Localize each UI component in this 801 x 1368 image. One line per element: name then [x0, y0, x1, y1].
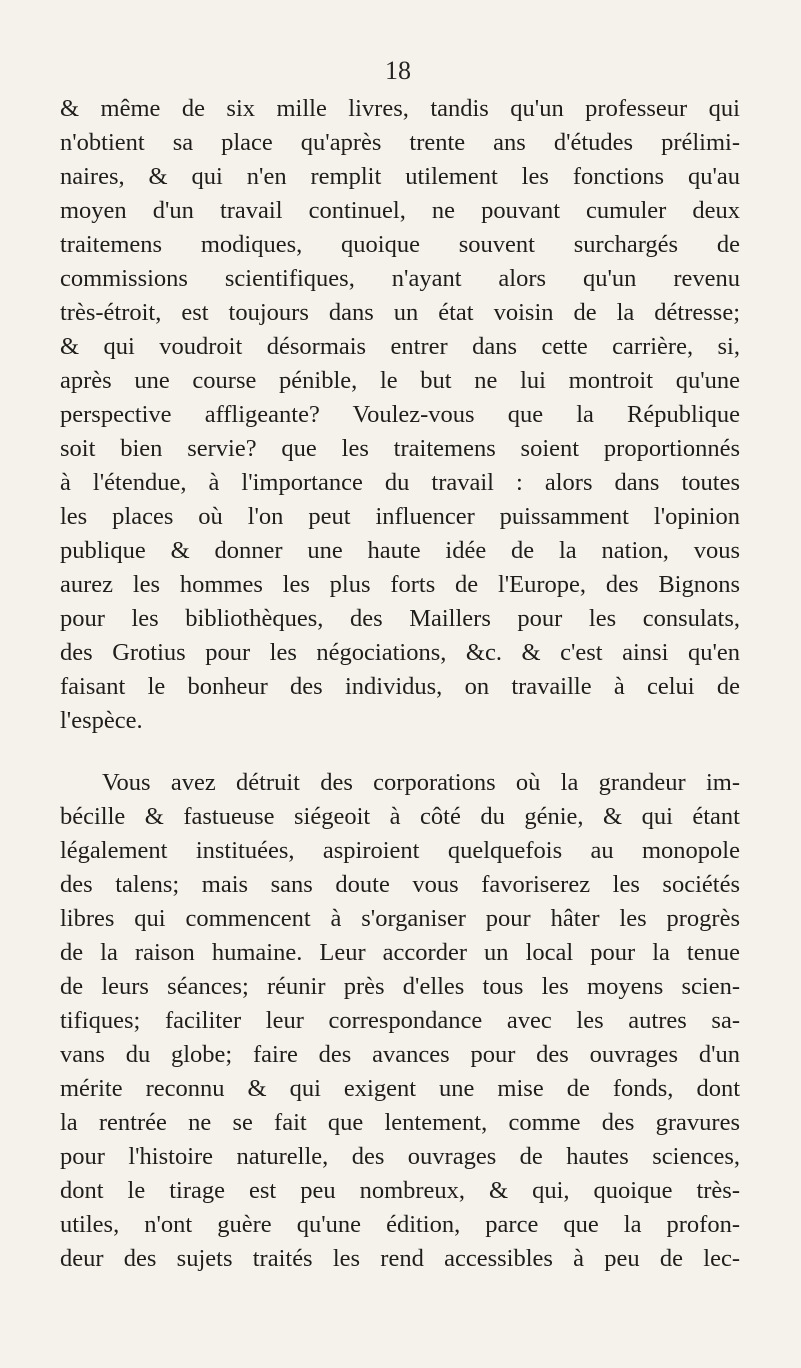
text-line: traitemens modiques, quoique souvent surchargés de: [60, 231, 740, 258]
text-line: tifiques; faciliter leur correspondance avec les autres sa-: [60, 1007, 740, 1034]
text-line: mérite reconnu & qui exigent une mise de fonds, dont: [60, 1075, 740, 1102]
text-line: perspective affligeante? Voulez-vous que la République: [60, 401, 740, 428]
text-line: très-étroit, est toujours dans un état voisin de la détresse;: [60, 299, 740, 326]
text-line: utiles, n'ont guère qu'une édition, parce que la profon-: [60, 1211, 740, 1238]
text-line: pour les bibliothèques, des Maillers pour les consulats,: [60, 605, 740, 632]
text-line: des Grotius pour les négociations, &c. & c'est ainsi qu'en: [60, 639, 740, 666]
text-line: après une course pénible, le but ne lui montroit qu'une: [60, 367, 740, 394]
text-line: à l'étendue, à l'importance du travail : alors dans toutes: [60, 469, 740, 496]
text-line: l'espèce.: [60, 707, 143, 734]
text-line: n'obtient sa place qu'après trente ans d'études prélimi-: [60, 129, 740, 156]
text-line: aurez les hommes les plus forts de l'Europe, des Bignons: [60, 571, 740, 598]
text-line: commissions scientifiques, n'ayant alors qu'un revenu: [60, 265, 740, 292]
text-line: moyen d'un travail continuel, ne pouvant cumuler deux: [60, 197, 740, 224]
text-line: de leurs séances; réunir près d'elles tous les moyens scien-: [60, 973, 740, 1000]
text-line: Vous avez détruit des corporations où la grandeur im-: [102, 769, 740, 796]
text-line: des talens; mais sans doute vous favoriserez les sociétés: [60, 871, 740, 898]
text-line: légalement instituées, aspiroient quelquefois au monopole: [60, 837, 740, 864]
text-line: naires, & qui n'en remplit utilement les fonctions qu'au: [60, 163, 740, 190]
text-line: de la raison humaine. Leur accorder un local pour la tenue: [60, 939, 740, 966]
text-line: publique & donner une haute idée de la nation, vous: [60, 537, 740, 564]
text-line: la rentrée ne se fait que lentement, comme des gravures: [60, 1109, 740, 1136]
text-line: les places où l'on peut influencer puissamment l'opinion: [60, 503, 740, 530]
text-line: & même de six mille livres, tandis qu'un professeur qui: [60, 95, 740, 122]
text-line: vans du globe; faire des avances pour des ouvrages d'un: [60, 1041, 740, 1068]
text-line: & qui voudroit désormais entrer dans cette carrière, si,: [60, 333, 740, 360]
text-line: faisant le bonheur des individus, on travaille à celui de: [60, 673, 740, 700]
text-line: soit bien servie? que les traitemens soient proportionnés: [60, 435, 740, 462]
text-line: deur des sujets traités les rend accessibles à peu de lec-: [60, 1245, 740, 1272]
text-line: dont le tirage est peu nombreux, & qui, quoique très-: [60, 1177, 740, 1204]
text-line: libres qui commencent à s'organiser pour hâter les progrès: [60, 905, 740, 932]
page-number: 18: [385, 56, 411, 85]
text-line: bécille & fastueuse siégeoit à côté du génie, & qui étant: [60, 803, 740, 830]
text-line: pour l'histoire naturelle, des ouvrages de hautes sciences,: [60, 1143, 740, 1170]
